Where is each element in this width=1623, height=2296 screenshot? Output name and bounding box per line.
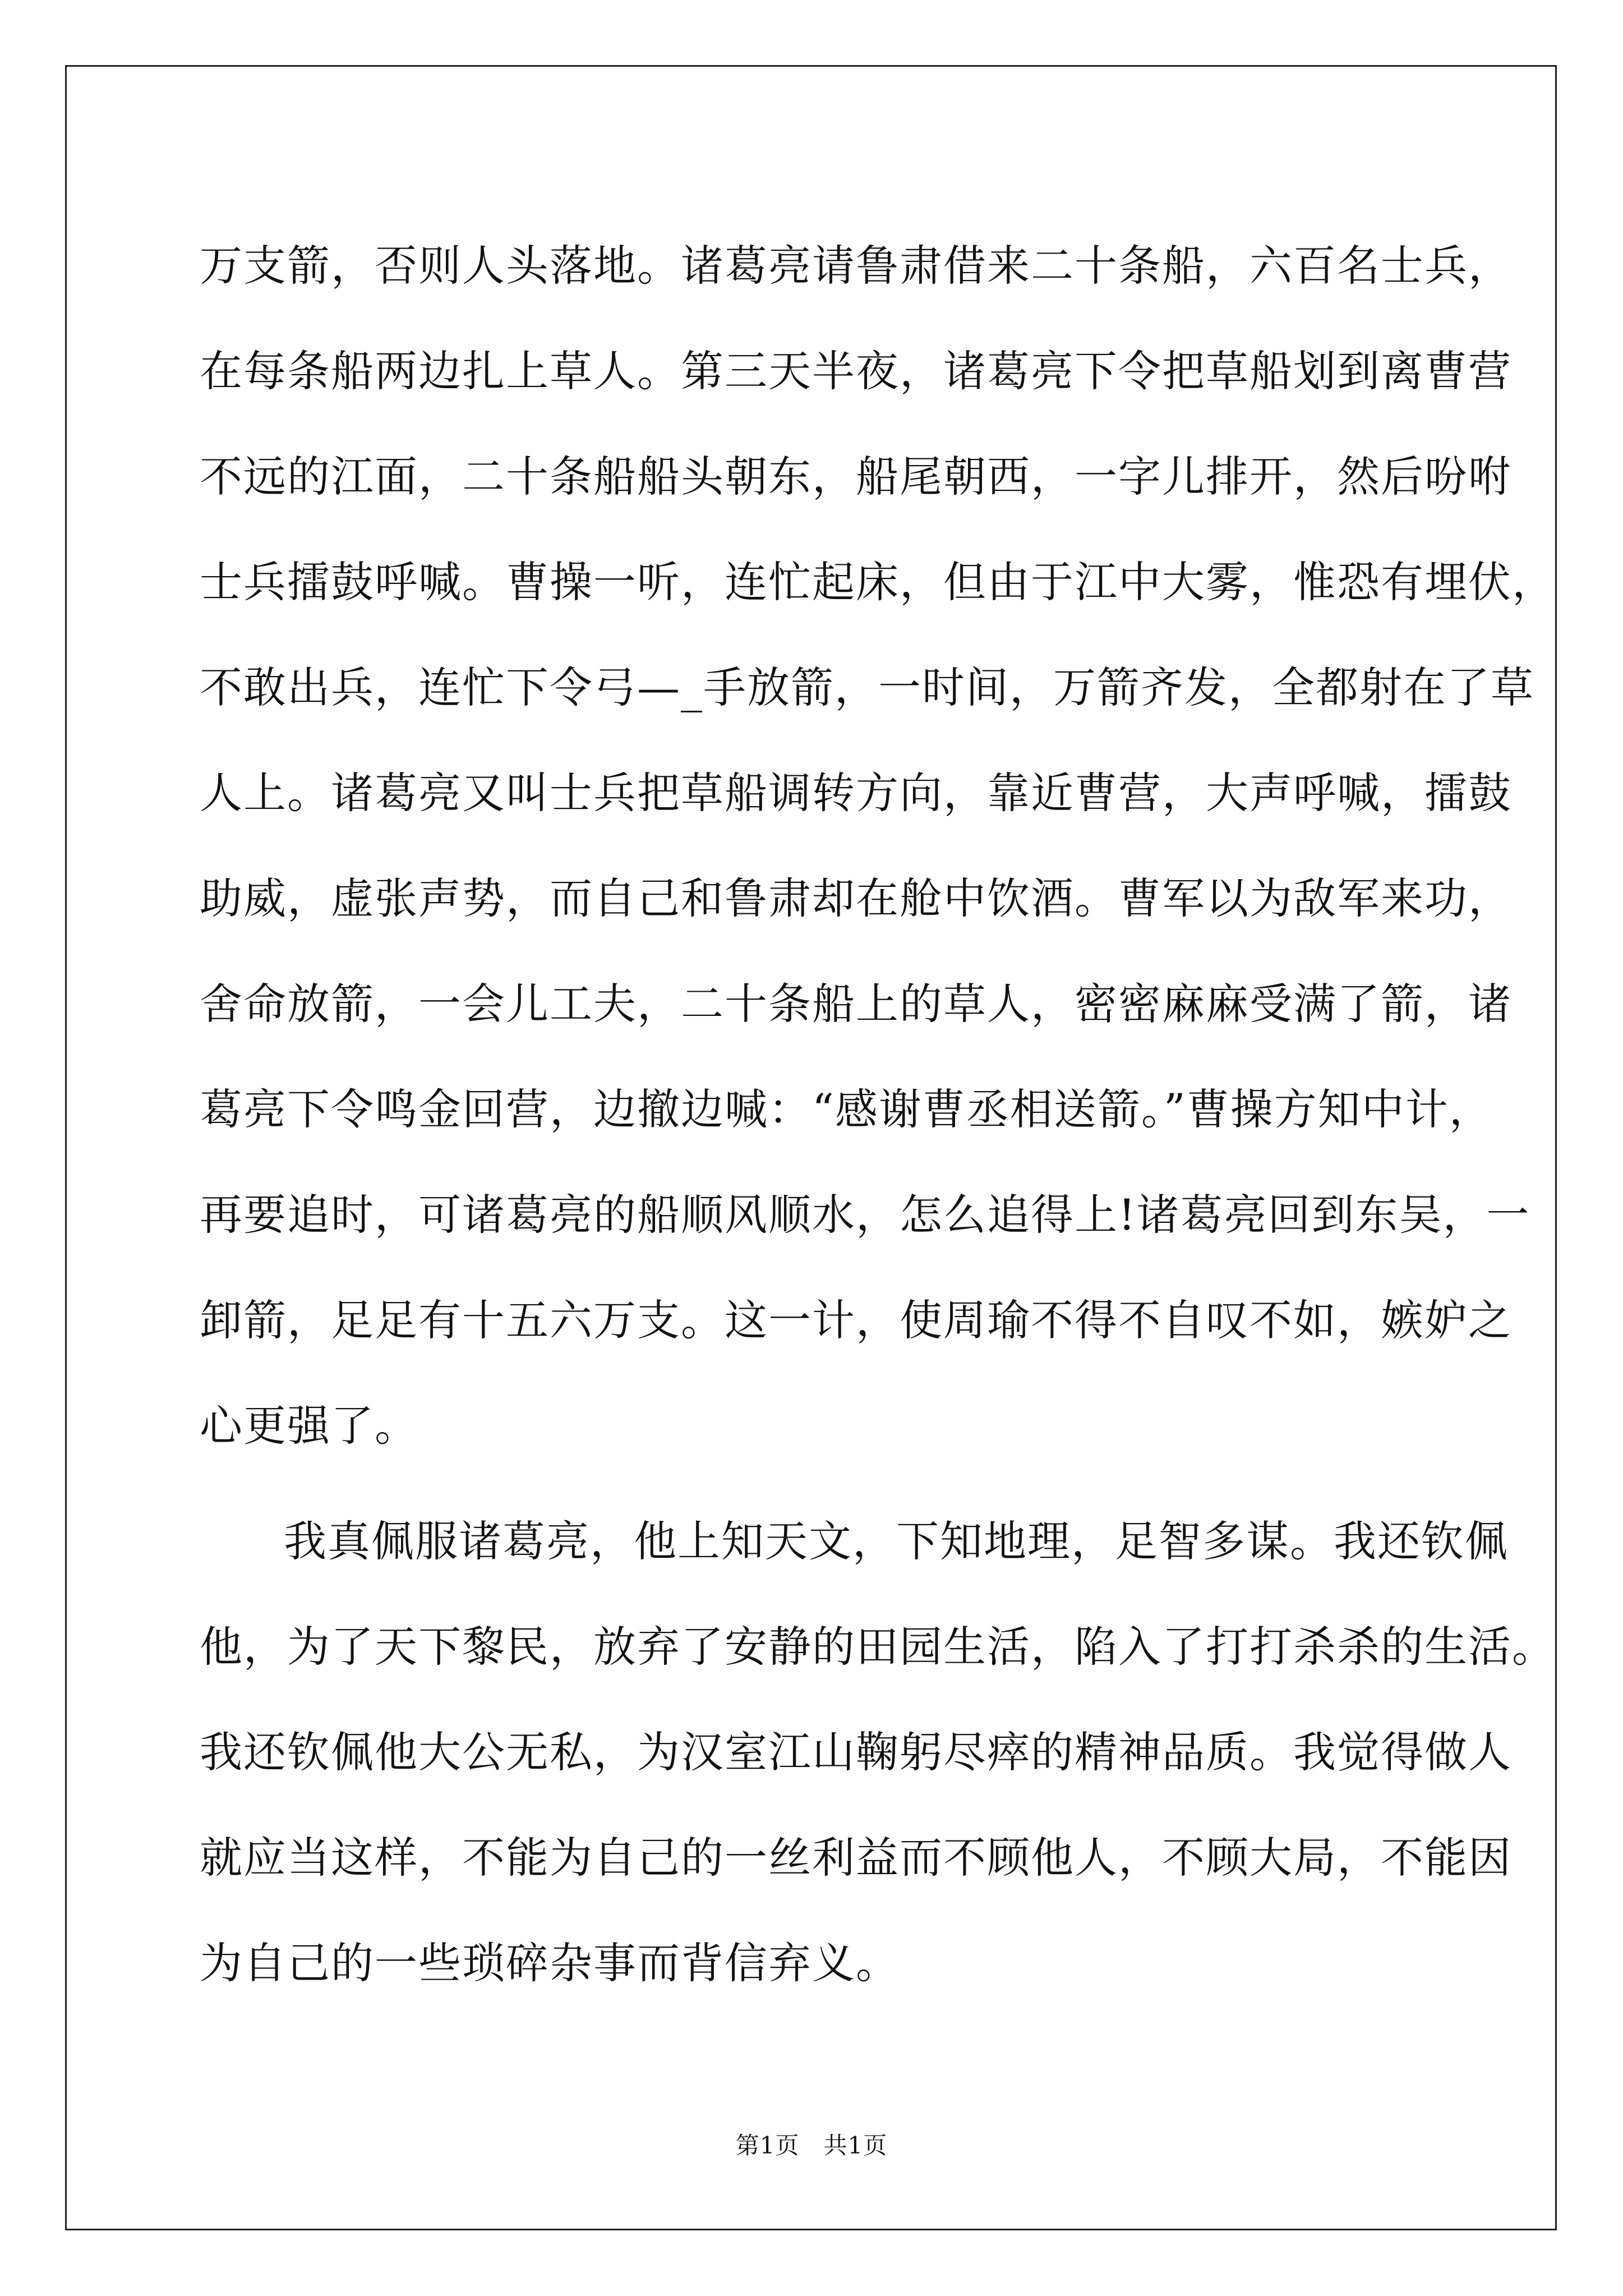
paragraph-line: 舍命放箭，一会儿工夫，二十条船上的草人，密密麻麻受满了箭，诸 (200, 979, 1512, 1029)
page-number-footer: 第1页 共1页 (735, 2132, 888, 2159)
paragraph-line: 在每条船两边扎上草人。第三天半夜，诸葛亮下令把草船划到离曹营 (200, 346, 1512, 396)
paragraph-line: 万支箭，否则人头落地。诸葛亮请鲁肃借来二十条船，六百名士兵， (200, 241, 1512, 291)
document-body (200, 213, 1556, 2016)
paragraph-line: 为自己的一些琐碎杂事而背信弃义。 (200, 1938, 900, 1988)
paragraph-line: 不敢出兵，连忙下令弓—_手放箭，一时间，万箭齐发，全都射在了草 (200, 662, 1534, 712)
paragraph-line: 士兵擂鼓呼喊。曹操一听，连忙起床，但由于江中大雾，惟恐有埋伏， (200, 557, 1556, 607)
paragraph-line: 心更强了。 (200, 1401, 418, 1451)
paragraph-line: 葛亮下令鸣金回营，边撤边喊：“感谢曹丞相送箭。”曹操方知中计， (200, 1084, 1493, 1134)
paragraph-line: 他，为了天下黎民，放弃了安静的田园生活，陷入了打打杀杀的生活。 (200, 1622, 1556, 1672)
paragraph-line: 人上。诸葛亮又叫士兵把草船调转方向，靠近曹营，大声呼喊，擂鼓 (200, 768, 1512, 818)
paragraph-line: 卸箭，足足有十五六万支。这一计，使周瑜不得不自叹不如，嫉妒之 (200, 1295, 1512, 1345)
paragraph-2 (200, 1489, 1556, 2016)
paragraph-line: 不远的江面，二十条船船头朝东，船尾朝西，一字儿排开，然后吩咐 (200, 452, 1512, 501)
paragraph-1 (200, 213, 1556, 1479)
paragraph-line: 助威，虚张声势，而自己和鲁肃却在舱中饮酒。曹军以为敌军来功， (200, 873, 1512, 923)
paragraph-line: 再要追时，可诸葛亮的船顺风顺水，怎么追得上!诸葛亮回到东吴，一 (200, 1190, 1530, 1240)
paragraph-line: 我还钦佩他大公无私，为汉室江山鞠躬尽瘁的精神品质。我觉得做人 (200, 1727, 1512, 1777)
paragraph-gap (200, 1479, 1433, 1489)
paragraph-line: 就应当这样，不能为自己的一丝利益而不顾他人，不顾大局，不能因 (200, 1833, 1512, 1883)
paragraph-line: 我真佩服诸葛亮，他上知天文，下知地理，足智多谋。我还钦佩 (284, 1516, 1509, 1566)
